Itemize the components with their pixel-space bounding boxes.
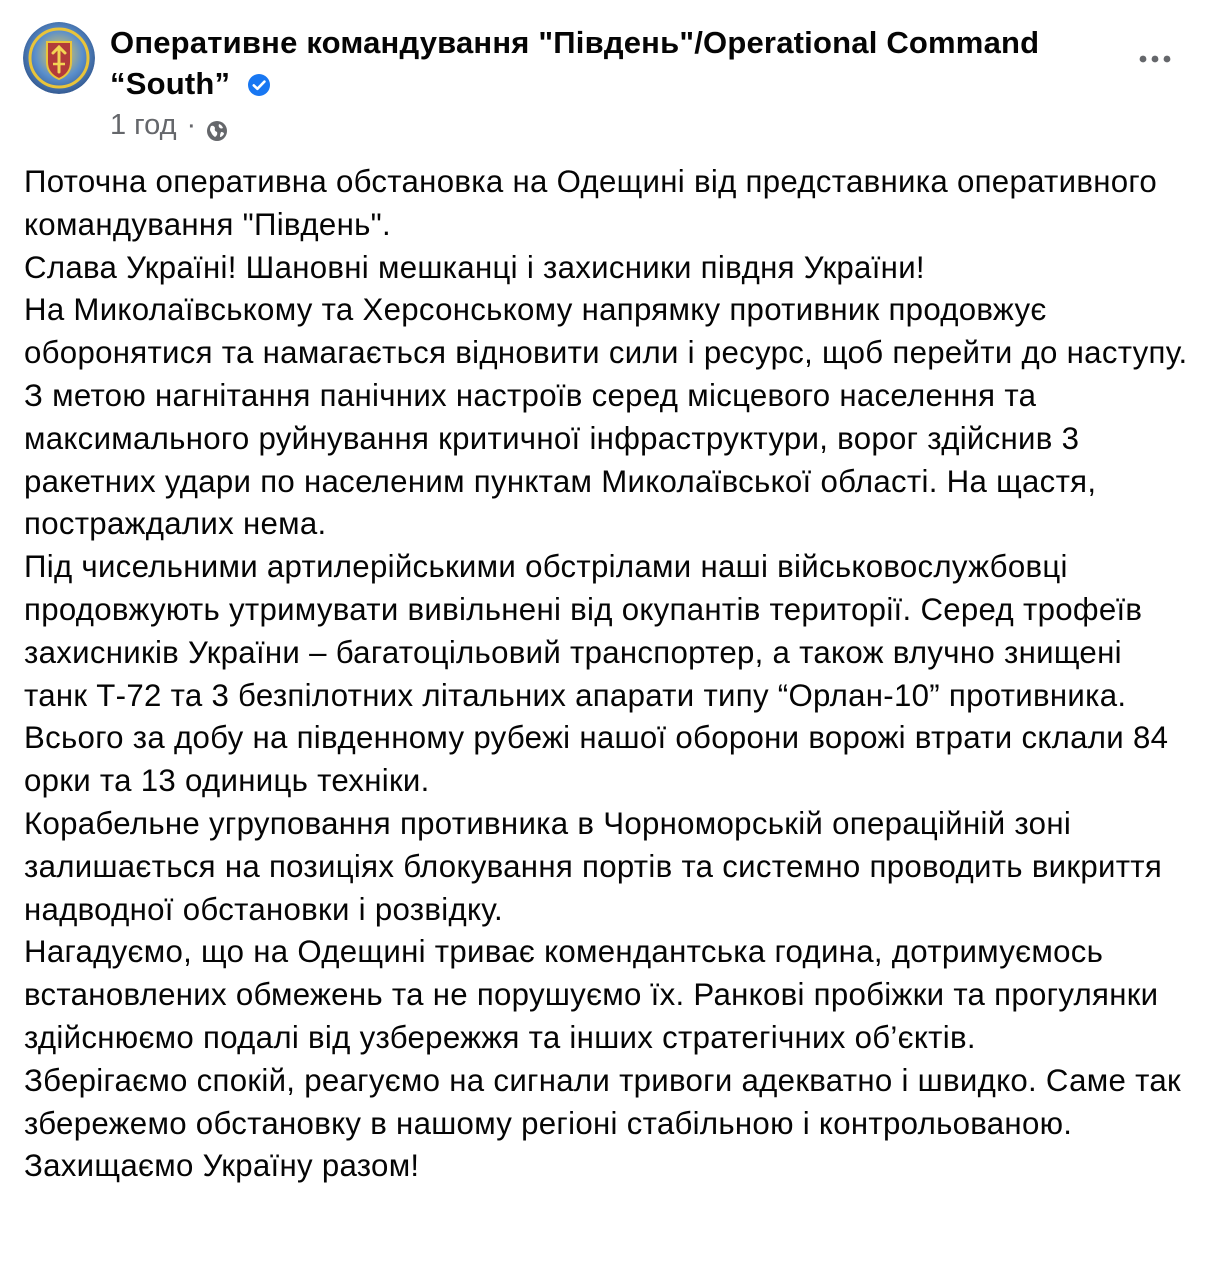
post-paragraph: Захищаємо Україну разом! bbox=[24, 1148, 420, 1184]
more-options-icon bbox=[1137, 54, 1173, 64]
post-meta bbox=[110, 106, 228, 144]
post-paragraph: Під чисельними артилерійськими обстрілами наші військовослужбовці продовжують утримувати вивільнені від окупантів території. Серед трофеїв захисників України – багатоцільовий транспортер, а також влучно знищені танк Т-72 та 3 безпілотних літальних апарати типу “Орлан-10” противника. bbox=[24, 549, 1143, 713]
post-paragraph: Корабельне угруповання противника в Чорноморській операційній зоні залишається на позиціях блокування портів та системно проводить викриття надводної обстановки і розвідку. bbox=[24, 805, 1163, 927]
verified-badge-icon bbox=[247, 66, 271, 90]
globe-icon[interactable] bbox=[206, 114, 228, 136]
more-options-button[interactable] bbox=[1133, 42, 1177, 76]
page-avatar[interactable] bbox=[23, 22, 95, 94]
emblem-logo bbox=[23, 22, 95, 94]
post-paragraph: З метою нагнітання панічних настроїв серед місцевого населення та максимального руйнування критичної інфраструктури, ворог здійснив 3 ракетних удари по населеним пунктам Миколаївської області. На щастя, постраждалих нема. bbox=[24, 377, 1097, 542]
post-body bbox=[24, 161, 1194, 1188]
page-name-link[interactable]: Оперативне командування "Південь"/Operational Command “South” bbox=[110, 25, 1040, 101]
post-paragraph: Зберігаємо спокій, реагуємо на сигнали тривоги адекватно і швидко. Саме так збережемо обстановку в нашому регіоні стабільною і контрольованою. bbox=[24, 1062, 1181, 1141]
post-paragraph: Всього за добу на південному рубежі нашої оборони ворожі втрати склали 84 орки та 13 одиниць техніки. bbox=[24, 720, 1169, 799]
post-paragraph: Поточна оперативна обстановка на Одещині від представника оперативного командування "Південь". bbox=[24, 164, 1158, 242]
post-paragraph: Слава Україні! Шановні мешканці і захисники півдня України! bbox=[24, 249, 925, 285]
meta-separator: · bbox=[186, 109, 197, 141]
post-header bbox=[110, 22, 1050, 104]
post-paragraph: На Миколаївському та Херсонському напрямку противник продовжує оборонятися та намагається відновити сили і ресурс, щоб перейти до наступу. bbox=[24, 292, 1188, 371]
post-paragraph: Нагадуємо, що на Одещині триває комендантська година, дотримуємось встановлених обмежень та не порушуємо їх. Ранкові пробіжки та прогулянки здійснюємо подалі від узбережжя та інших стратегічних об’єктів. bbox=[24, 934, 1159, 1055]
post-timestamp[interactable]: 1 год bbox=[110, 109, 177, 141]
